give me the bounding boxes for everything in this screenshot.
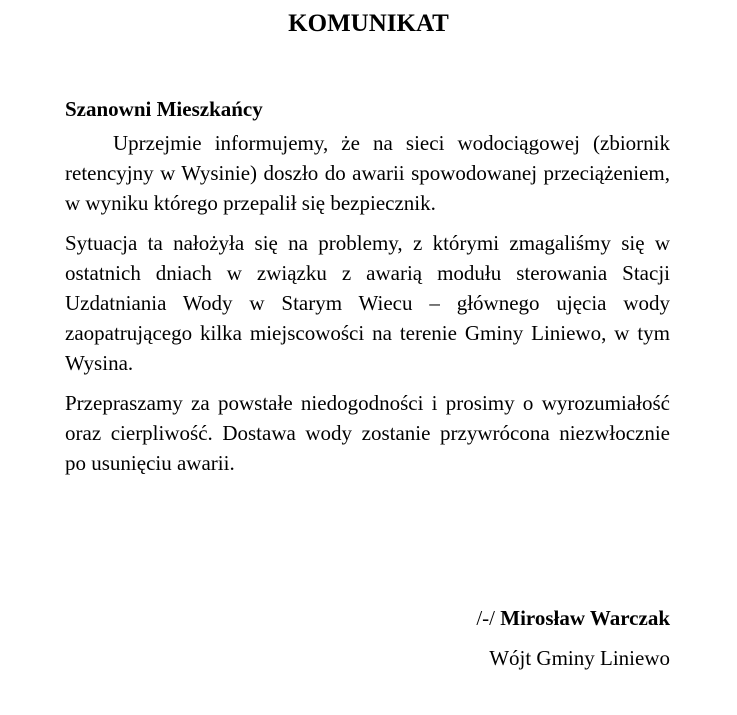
paragraph-2: Sytuacja ta nałożyła się na problemy, z którymi zmagaliśmy się w ostatnich dniach w związku z awarią modułu sterowania Stacji Uzdatniania Wody w Starym Wiecu – głównego ujęcia wody zaopatrującego kilka miejscowości na terenie Gminy Liniewo, w tym Wysina. bbox=[65, 231, 670, 375]
paragraph-1: Uprzejmie informujemy, że na sieci wodociągowej (zbiornik retencyjny w Wysinie) doszło do awarii spowodowanej przeciążeniem, w wyniku którego przepalił się bezpiecznik. bbox=[65, 131, 670, 215]
signature-line bbox=[170, 603, 670, 633]
salutation: Szanowni Mieszkańcy bbox=[65, 97, 263, 121]
paragraph-3: Przepraszamy za powstałe niedogodności i prosimy o wyrozumiałość oraz cierpliwość. Dostawa wody zostanie przywrócona niezwłocznie po usunięciu awarii. bbox=[65, 391, 670, 475]
signature-prefix: /-/ bbox=[476, 606, 495, 630]
document-title: KOMUNIKAT bbox=[288, 10, 449, 37]
signature-block bbox=[170, 603, 670, 673]
signatory-name: Mirosław Warczak bbox=[500, 606, 670, 630]
document-body bbox=[65, 94, 670, 488]
signatory-role: Wójt Gminy Liniewo bbox=[489, 646, 670, 670]
